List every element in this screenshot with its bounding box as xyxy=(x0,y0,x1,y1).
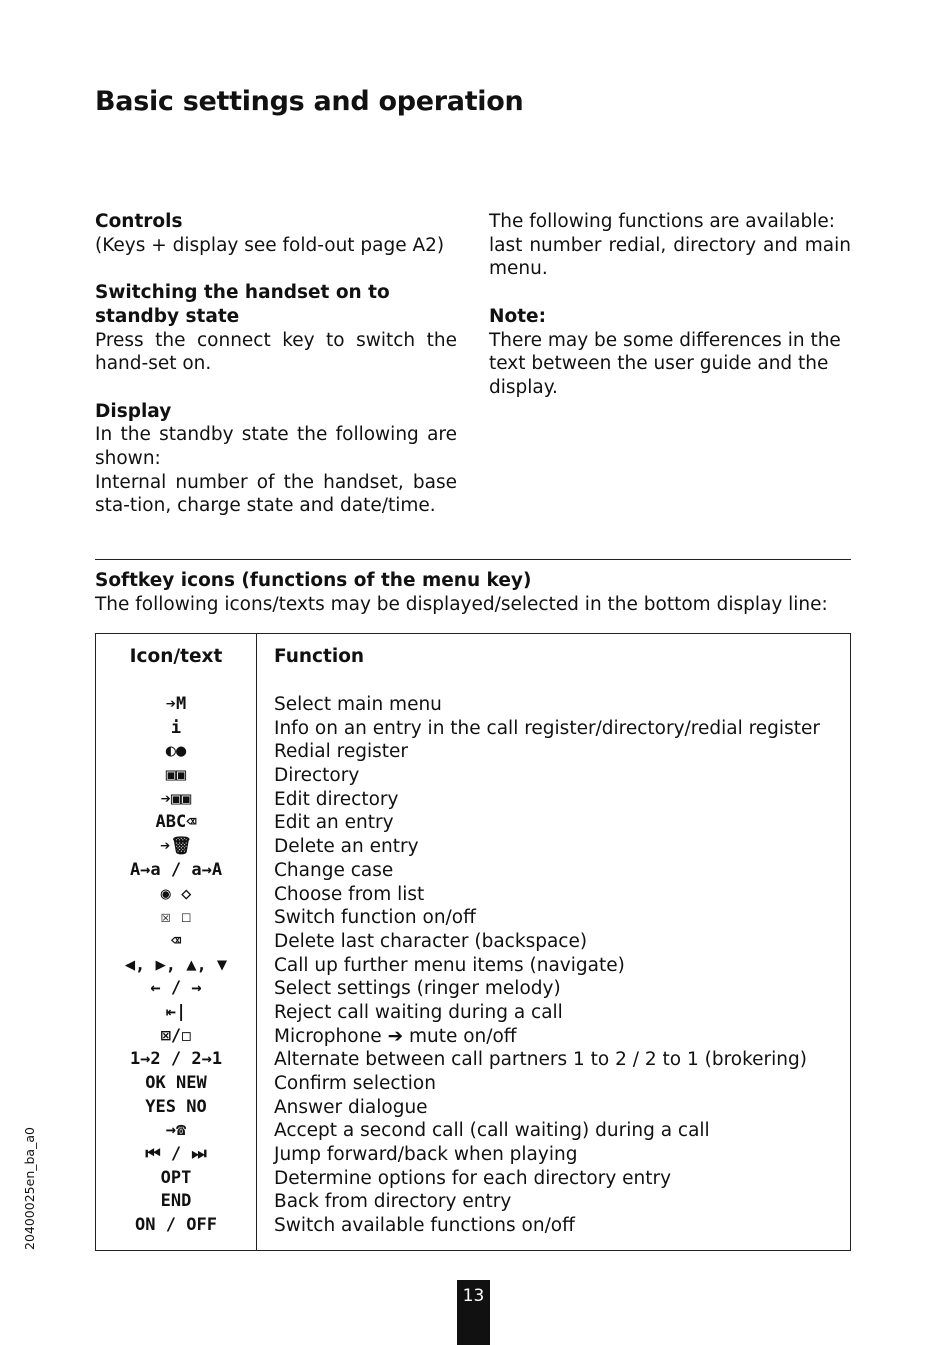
function-text: Select settings (ringer melody) xyxy=(274,978,561,1000)
function-text: Delete an entry xyxy=(274,836,419,858)
backspace-icon: ⌫ xyxy=(170,930,182,951)
right-column xyxy=(489,210,851,400)
table-row xyxy=(96,717,850,741)
table-row xyxy=(96,906,850,930)
table-row xyxy=(96,1072,850,1096)
table-header-icon: Icon/text xyxy=(129,646,223,667)
opt-text: OPT xyxy=(160,1167,192,1188)
function-text: Select main menu xyxy=(274,694,442,715)
info-icon: i xyxy=(170,717,182,738)
table-row xyxy=(96,977,850,1001)
function-text: Answer dialogue xyxy=(274,1096,428,1118)
jump-icon: ⏮ / ⏭ xyxy=(145,1144,207,1165)
function-text: Jump forward/back when playing xyxy=(274,1144,578,1166)
yes-no-text: YES NO xyxy=(145,1096,207,1117)
table-row xyxy=(96,1214,850,1238)
functions-text-2: last number redial, directory and main menu. xyxy=(489,234,851,280)
function-text: Switch available functions on/off xyxy=(274,1215,575,1237)
function-text: Delete last character (backspace) xyxy=(274,930,588,952)
table-row xyxy=(96,1025,850,1049)
table-row xyxy=(96,859,850,883)
reject-call-icon: ⇤| xyxy=(165,1001,187,1022)
ok-new-text: OK NEW xyxy=(145,1073,207,1093)
table-rows xyxy=(96,693,850,1238)
function-text: Accept a second call (call waiting) during a call xyxy=(274,1120,710,1142)
note-heading: Note: xyxy=(489,305,546,327)
function-text: Edit directory xyxy=(274,788,399,810)
softkey-section-header xyxy=(95,569,855,616)
functions-text-1: The following functions are available: xyxy=(489,211,835,232)
function-text: Alternate between call partners 1 to 2 / 2 to 1 (brokering) xyxy=(274,1049,807,1071)
function-text: Redial register xyxy=(274,741,408,763)
function-text: Confirm selection xyxy=(274,1073,436,1094)
function-text: Reject call waiting during a call xyxy=(274,1001,563,1023)
table-row xyxy=(96,1167,850,1191)
redial-icon: ◐● xyxy=(165,741,187,762)
function-text: Change case xyxy=(274,859,394,881)
table-row xyxy=(96,740,850,764)
table-row xyxy=(96,883,850,907)
accept-second-call-icon: →☎ xyxy=(165,1120,187,1141)
function-text: Directory xyxy=(274,765,360,787)
table-row xyxy=(96,788,850,812)
function-text: Microphone ➔ mute on/off xyxy=(274,1025,517,1047)
page-number: 13 xyxy=(457,1280,490,1345)
table-row xyxy=(96,1119,850,1143)
change-case-icon: A→a / a→A xyxy=(129,859,223,880)
function-text: Edit an entry xyxy=(274,812,394,834)
softkey-heading: Softkey icons (functions of the menu key) xyxy=(95,570,532,591)
softkey-table xyxy=(95,633,851,1251)
on-off-text: ON / OFF xyxy=(135,1215,217,1236)
table-row xyxy=(96,693,850,717)
edit-entry-icon: ABC⌫ xyxy=(155,812,197,833)
page-title: Basic settings and operation xyxy=(95,86,524,117)
table-row xyxy=(96,954,850,978)
directory-icon: ▣▣ xyxy=(165,765,187,786)
table-row xyxy=(96,1048,850,1072)
note-text: There may be some differences in the text between the user guide and the display. xyxy=(489,329,841,398)
table-row xyxy=(96,1190,850,1214)
table-row xyxy=(96,1143,850,1167)
function-text: Determine options for each directory entry xyxy=(274,1167,672,1189)
function-text: Switch function on/off xyxy=(274,907,476,929)
choose-list-icon: ◉ ◇ xyxy=(160,883,192,904)
delete-entry-icon: ➔🗑 xyxy=(160,836,192,857)
table-row xyxy=(96,764,850,788)
edit-directory-icon: ➔▣▣ xyxy=(160,788,192,809)
main-menu-icon: ➔M xyxy=(165,694,187,714)
softkey-intro: The following icons/texts may be displayed/selected in the bottom display line: xyxy=(95,593,828,615)
display-text-2: Internal number of the handset, base sta-tion, charge state and date/time. xyxy=(95,471,457,517)
brokering-icon: 1→2 / 2→1 xyxy=(129,1049,223,1070)
switch-on-off-icon: ☒ ☐ xyxy=(160,907,192,928)
microphone-mute-icon: ⊠/◻ xyxy=(160,1025,192,1046)
function-text: Call up further menu items (navigate) xyxy=(274,954,625,976)
navigate-icon: ◀, ▶, ▲, ▼ xyxy=(124,954,228,975)
controls-text: (Keys + display see fold-out page A2) xyxy=(95,234,445,256)
function-text: Back from directory entry xyxy=(274,1191,512,1213)
table-row xyxy=(96,1096,850,1120)
display-text-1: In the standby state the following are shown: xyxy=(95,424,457,469)
select-settings-icon: ← / → xyxy=(150,978,202,999)
function-text: Info on an entry in the call register/directory/redial register xyxy=(274,717,820,739)
table-row xyxy=(96,811,850,835)
display-heading: Display xyxy=(95,400,172,422)
document-code: 20400025en_ba_a0 xyxy=(22,1127,37,1250)
left-column xyxy=(95,210,457,518)
end-text: END xyxy=(160,1191,192,1212)
controls-heading: Controls xyxy=(95,211,183,232)
switching-text: Press the connect key to switch the hand-set on. xyxy=(95,329,457,375)
section-divider xyxy=(95,559,851,560)
function-text: Choose from list xyxy=(274,883,425,905)
table-row xyxy=(96,1001,850,1025)
switching-heading: Switching the handset on to standby state xyxy=(95,282,390,327)
table-row xyxy=(96,930,850,954)
table-header-function: Function xyxy=(274,646,365,667)
table-row xyxy=(96,835,850,859)
